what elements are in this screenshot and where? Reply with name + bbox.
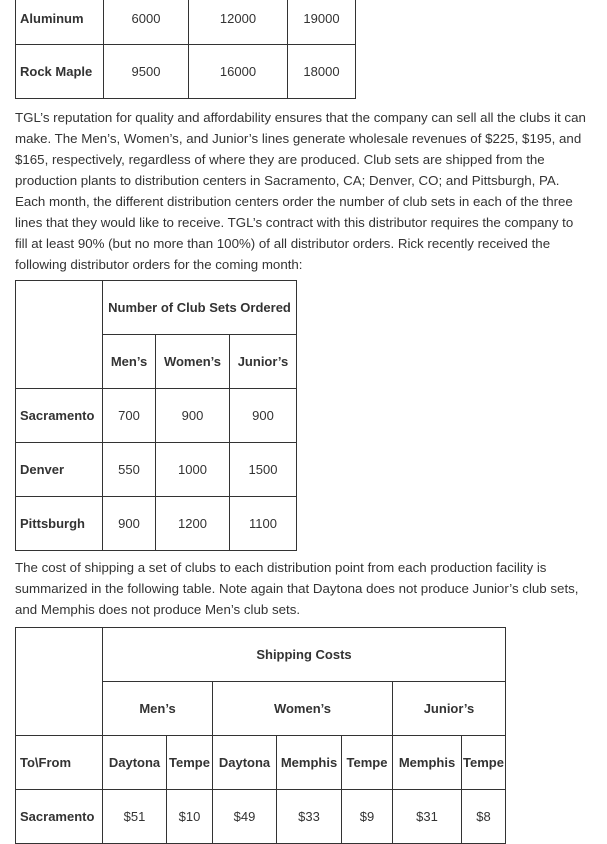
table-cell: 1100 — [230, 497, 297, 551]
table-cell: 1000 — [156, 443, 230, 497]
column-header: Tempe — [342, 736, 393, 790]
table-cell: 900 — [230, 389, 297, 443]
table-cell: 9500 — [104, 45, 189, 99]
table-cell: $51 — [103, 790, 167, 844]
table-row — [16, 497, 297, 551]
row-label: Pittsburgh — [16, 497, 103, 551]
column-header: Men’s — [103, 335, 156, 389]
paragraph: TGL’s reputation for quality and affordability ensures that the company can sell all the clubs it can make. The Men’s, Women’s, and Junior’s lines generate wholesale revenues of $225, $195, and $165, respectively, regardless of where they are produced. Club sets are shipped from the production plants to distribution centers in Sacramento, CA; Denver, CO; and Pittsburgh, PA. Each month, the different distribution centers order the number of club sets in each of the three lines that they would like to receive. TGL’s contract with this distributor requires the company to fill at least 90% (but no more than 100%) of all distributor orders. Rick recently received the following distributor orders for the coming month: — [15, 110, 586, 272]
table-row — [16, 443, 297, 497]
table-cell: $33 — [277, 790, 342, 844]
table-cell: $8 — [462, 790, 506, 844]
table-row — [16, 628, 506, 682]
table-cell: $49 — [213, 790, 277, 844]
column-header: Daytona — [213, 736, 277, 790]
table-row — [16, 45, 356, 99]
column-header: Women’s — [156, 335, 230, 389]
table-cell: 1500 — [230, 443, 297, 497]
material-table — [15, 0, 356, 99]
table-cell: 1200 — [156, 497, 230, 551]
corner-label: To\From — [16, 736, 103, 790]
row-label: Denver — [16, 443, 103, 497]
shipping-table — [15, 627, 506, 844]
column-header: Tempe — [462, 736, 506, 790]
table-cell: 6000 — [104, 0, 189, 45]
table-row — [16, 389, 297, 443]
table-row — [16, 0, 356, 45]
column-header: Tempe — [167, 736, 213, 790]
table-cell: 19000 — [288, 0, 356, 45]
table-cell: 900 — [156, 389, 230, 443]
table-cell: 550 — [103, 443, 156, 497]
empty-cell — [16, 281, 103, 389]
shipping-header: Shipping Costs — [103, 628, 506, 682]
row-label: Rock Maple — [16, 45, 104, 99]
table-cell: 900 — [103, 497, 156, 551]
column-header: Memphis — [393, 736, 462, 790]
table-cell: $31 — [393, 790, 462, 844]
group-header: Men’s — [103, 682, 213, 736]
group-header: Women’s — [213, 682, 393, 736]
table-cell: 16000 — [189, 45, 288, 99]
row-label: Aluminum — [16, 0, 104, 45]
column-header: Daytona — [103, 736, 167, 790]
row-label: Sacramento — [16, 389, 103, 443]
empty-cell — [16, 628, 103, 736]
orders-header: Number of Club Sets Ordered — [103, 281, 297, 335]
column-header: Junior’s — [230, 335, 297, 389]
orders-table — [15, 280, 297, 551]
table-row — [16, 736, 506, 790]
table-cell: 12000 — [189, 0, 288, 45]
table-row — [16, 790, 506, 844]
table-row — [16, 281, 297, 335]
table-cell: $10 — [167, 790, 213, 844]
paragraph: The cost of shipping a set of clubs to each distribution point from each production facility is summarized in the following table. Note again that Daytona does not produce Junior’s club sets, and Memphis does not produce Men’s club sets. — [15, 560, 579, 617]
table-cell: $9 — [342, 790, 393, 844]
group-header: Junior’s — [393, 682, 506, 736]
table-cell: 700 — [103, 389, 156, 443]
column-header: Memphis — [277, 736, 342, 790]
table-cell: 18000 — [288, 45, 356, 99]
row-label: Sacramento — [16, 790, 103, 844]
